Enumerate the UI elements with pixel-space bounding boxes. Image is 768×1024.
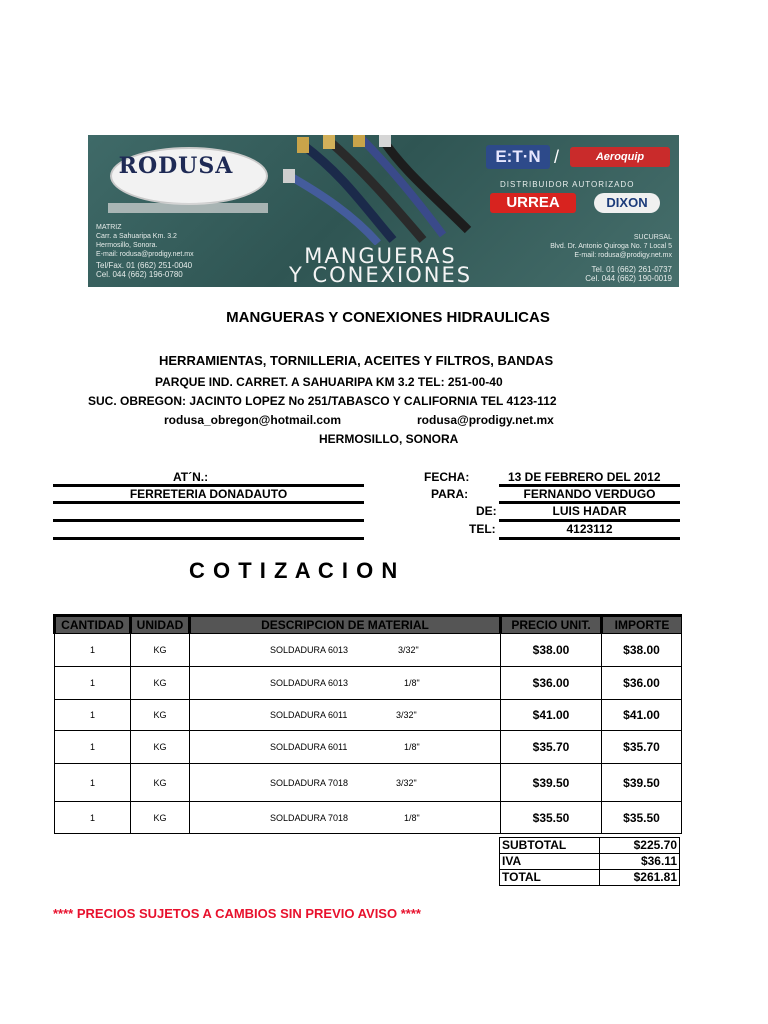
de-label: DE:	[476, 504, 497, 518]
cell-cantidad: 1	[55, 802, 131, 834]
iva-value: $36.11	[599, 854, 680, 870]
cell-importe: $36.00	[602, 667, 682, 700]
city: HERMOSILLO, SONORA	[319, 432, 459, 446]
subtotal-value: $225.70	[599, 838, 680, 854]
dixon-logo: DIXON	[594, 193, 660, 213]
aeroquip-logo: Aeroquip	[570, 147, 670, 167]
fecha-label: FECHA:	[424, 470, 470, 484]
cell-descripcion	[190, 667, 501, 700]
cell-unidad: KG	[131, 764, 190, 802]
table-row	[55, 731, 682, 764]
iva-row	[500, 854, 680, 870]
cell-unidad: KG	[131, 700, 190, 731]
atn-line-3	[53, 519, 364, 522]
matriz-phones: Tel/Fax. 01 (662) 251-0040 Cel. 044 (662) 196-0780	[96, 261, 193, 279]
email-prodigy[interactable]: rodusa@prodigy.net.mx	[417, 413, 554, 427]
urrea-logo: URREA	[490, 193, 576, 213]
eaton-logo: E:T·N	[486, 145, 550, 169]
total-value: $261.81	[599, 870, 680, 886]
desc-text: SOLDADURA 6013	[270, 645, 349, 655]
para-value: FERNANDO VERDUGO	[523, 487, 656, 501]
cell-unidad: KG	[131, 802, 190, 834]
cell-unidad: KG	[131, 731, 190, 764]
atn-line-2	[53, 501, 364, 504]
desc-size: 1/8"	[404, 742, 420, 752]
cell-precio: $41.00	[501, 700, 602, 731]
hoses-image	[283, 135, 473, 245]
tel-line	[499, 537, 680, 540]
brand-separator: /	[554, 147, 560, 167]
cell-descripcion	[190, 731, 501, 764]
subtotal-row	[500, 838, 680, 854]
desc-text: SOLDADURA 7018	[270, 777, 349, 788]
atn-value: FERRETERIA DONADAUTO	[129, 487, 288, 501]
cell-precio: $35.50	[501, 802, 602, 834]
matriz-address: MATRIZ Carr. a Sahuaripa Km. 3.2 Hermosillo, Sonora. E-mail: rodusa@prodigy.net.mx	[96, 224, 194, 258]
cell-cantidad: 1	[55, 667, 131, 700]
table-header-row	[55, 616, 682, 634]
iva-label: IVA	[500, 854, 600, 870]
fecha-value: 13 DE FEBRERO DEL 2012	[508, 470, 661, 484]
de-value: LUIS HADAR	[552, 504, 627, 518]
sucursal-phones: Tel. 01 (662) 261-0737 Cel. 044 (662) 190-0019	[585, 265, 672, 283]
table-row	[55, 667, 682, 700]
cell-precio: $38.00	[501, 634, 602, 667]
cell-unidad: KG	[131, 667, 190, 700]
tel-label: TEL:	[469, 522, 496, 536]
banner-title-line2: Y CONEXIONES	[288, 263, 473, 287]
logo-band	[108, 203, 268, 213]
cell-cantidad: 1	[55, 764, 131, 802]
header-cantidad: CANTIDAD	[55, 616, 131, 634]
document-title: C O T I Z A C I O N	[189, 558, 398, 583]
atn-line-4	[53, 537, 364, 540]
cell-cantidad: 1	[55, 634, 131, 667]
cell-descripcion	[190, 700, 501, 731]
address-obregon: SUC. OBREGON: JACINTO LOPEZ No 251/TABASCO Y CALIFORNIA TEL 4123-112	[88, 394, 557, 408]
atn-label: AT´N.:	[173, 470, 209, 484]
table-row	[55, 764, 682, 802]
sucursal-address: SUCURSAL Blvd. Dr. Antonio Quiroga No. 7 Local 5 E-mail: rodusa@prodigy.net.mx	[550, 234, 672, 259]
cell-importe: $39.50	[602, 764, 682, 802]
desc-size: 1/8"	[404, 812, 420, 823]
desc-size: 3/32"	[396, 710, 417, 720]
cell-unidad: KG	[131, 634, 190, 667]
cell-cantidad: 1	[55, 700, 131, 731]
tel-value: 4123112	[566, 522, 613, 536]
desc-size: 3/32"	[396, 777, 417, 788]
cell-importe: $41.00	[602, 700, 682, 731]
header-unidad: UNIDAD	[131, 616, 190, 634]
header-precio: PRECIO UNIT.	[501, 616, 602, 634]
cell-precio: $35.70	[501, 731, 602, 764]
desc-size: 3/32"	[398, 645, 419, 655]
cell-descripcion	[190, 764, 501, 802]
cell-precio: $36.00	[501, 667, 602, 700]
desc-text: SOLDADURA 6011	[270, 710, 348, 720]
header-banner	[88, 135, 679, 287]
cell-precio: $39.50	[501, 764, 602, 802]
header-importe: IMPORTE	[602, 616, 682, 634]
total-row	[500, 870, 680, 886]
distribuidor-autorizado: DISTRIBUIDOR AUTORIZADO	[500, 180, 635, 189]
desc-text: SOLDADURA 7018	[270, 812, 349, 823]
header-descripcion: DESCRIPCION DE MATERIAL	[190, 616, 501, 634]
quote-table	[53, 614, 682, 834]
cell-importe: $35.50	[602, 802, 682, 834]
totals-table	[499, 837, 680, 886]
para-label: PARA:	[431, 487, 469, 501]
total-label: TOTAL	[500, 870, 600, 886]
rodusa-logo-text: RODUSA	[118, 153, 234, 179]
cell-cantidad: 1	[55, 731, 131, 764]
table-row	[55, 802, 682, 834]
email-obregon[interactable]: rodusa_obregon@hotmail.com	[164, 413, 342, 427]
cell-importe: $35.70	[602, 731, 682, 764]
cell-descripcion	[190, 802, 501, 834]
address-matriz: PARQUE IND. CARRET. A SAHUARIPA KM 3.2 TEL: 251-00-40	[155, 375, 503, 389]
price-notice: **** PRECIOS SUJETOS A CAMBIOS SIN PREVIO AVISO ****	[53, 906, 421, 921]
banner-title-line1: MANGUERAS	[304, 244, 457, 268]
desc-text: SOLDADURA 6013	[270, 678, 349, 688]
subtotal-label: SUBTOTAL	[500, 838, 600, 854]
table-row	[55, 634, 682, 667]
company-subtitle: HERRAMIENTAS, TORNILLERIA, ACEITES Y FILTROS, BANDAS	[159, 353, 554, 368]
company-title: MANGUERAS Y CONEXIONES HIDRAULICAS	[226, 309, 550, 326]
desc-size: 1/8"	[404, 678, 420, 688]
cell-importe: $38.00	[602, 634, 682, 667]
table-row	[55, 700, 682, 731]
desc-text: SOLDADURA 6011	[270, 742, 348, 752]
cell-descripcion	[190, 634, 501, 667]
